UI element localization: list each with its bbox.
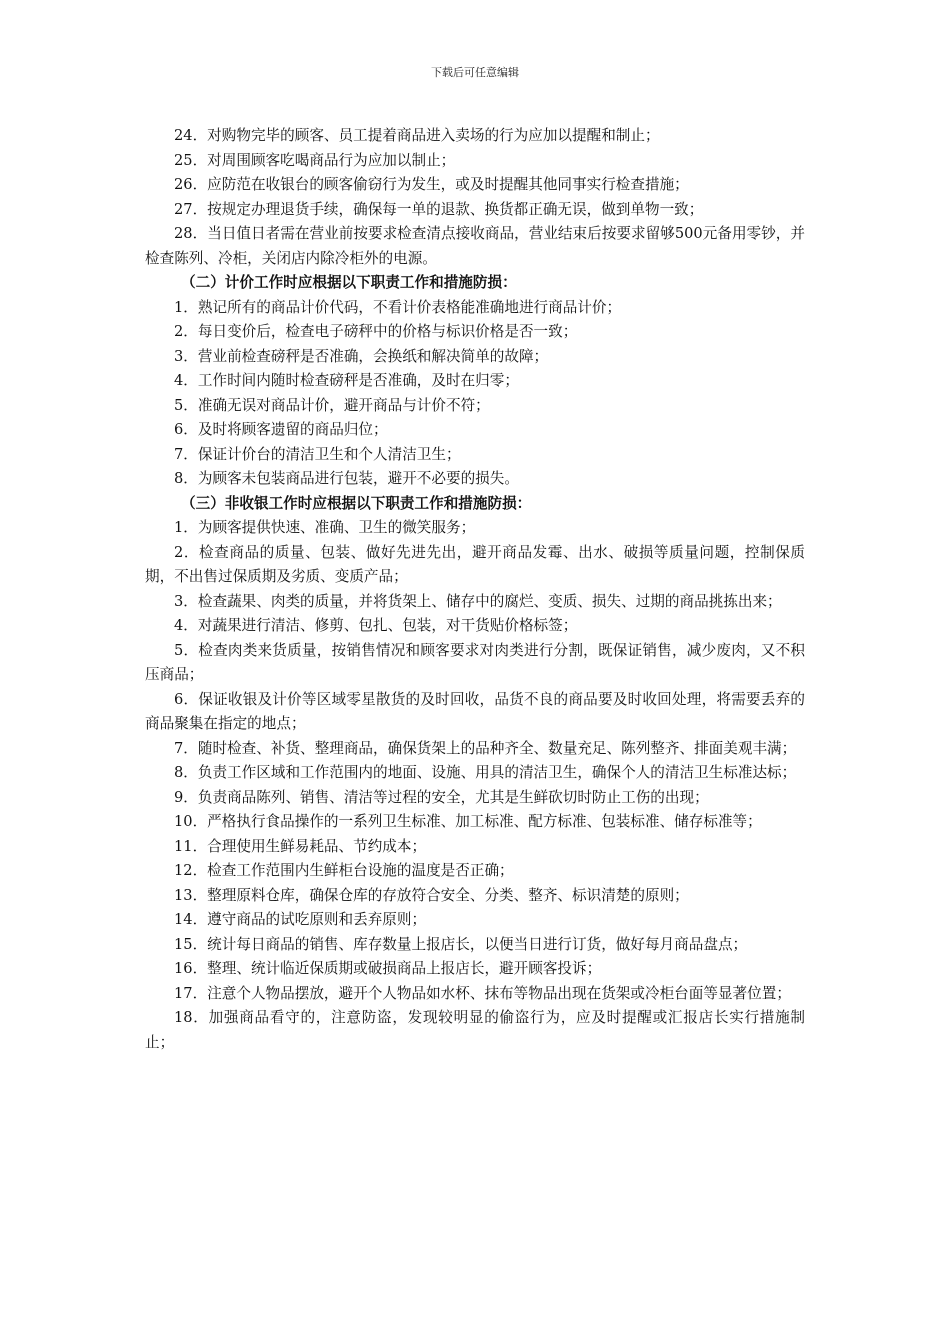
list-item: 5．检查肉类来货质量，按销售情况和顾客要求对肉类进行分割，既保证销售，减少废肉，又不积压商品； xyxy=(145,641,805,683)
list-item: 4．对蔬果进行清洁、修剪、包扎、包装，对干货贴价格标签； xyxy=(174,617,578,634)
list-item: 4．工作时间内随时检查磅秤是否准确，及时在归零； xyxy=(174,372,519,389)
list-item: 1．为顾客提供快速、准确、卫生的微笑服务； xyxy=(174,519,476,536)
list-item: 26．应防范在收银台的顾客偷窃行为发生，或及时提醒其他同事实行检查措施； xyxy=(174,176,689,193)
list-item: 3．检查蔬果、肉类的质量，并将货架上、储存中的腐烂、变质、损失、过期的商品挑拣出来； xyxy=(174,592,782,610)
list-item: 17．注意个人物品摆放，避开个人物品如水杯、抹布等物品出现在货架或冷柜台面等显著位置； xyxy=(174,984,791,1002)
list-item: 7．随时检查、补货、整理商品，确保货架上的品种齐全、数量充足、陈列整齐、排面美观丰满； xyxy=(174,739,797,757)
list-item: 25．对周围顾客吃喝商品行为应加以制止； xyxy=(174,151,456,169)
list-item: 14．遵守商品的试吃原则和丢弃原则； xyxy=(174,911,427,928)
list-item: 18．加强商品看守的，注意防盗，发现较明显的偷盗行为，应及时提醒或汇报店长实行措施制止； xyxy=(145,1009,805,1051)
list-item: 15．统计每日商品的销售、库存数量上报店长，以便当日进行订货，做好每月商品盘点； xyxy=(174,935,748,953)
list-item: 6．保证收银及计价等区域零星散货的及时回收，品货不良的商品要及时收回处理，将需要丢弃的商品聚集在指定的地点； xyxy=(145,690,805,732)
list-item: 16．整理、统计临近保质期或破损商品上报店长，避开顾客投诉； xyxy=(174,960,602,977)
list-item: 13．整理原料仓库，确保仓库的存放符合安全、分类、整齐、标识清楚的原则； xyxy=(174,886,689,904)
list-item: 2．每日变价后，检查电子磅秤中的价格与标识价格是否一致； xyxy=(174,323,578,340)
list-item: 2．检查商品的质量、包装、做好先进先出，避开商品发霉、出水、破损等质量问题，控制保质期，不出售过保质期及劣质、变质产品； xyxy=(145,543,805,585)
list-item: 11．合理使用生鲜易耗品、节约成本； xyxy=(174,837,427,855)
document-body xyxy=(145,124,805,1055)
list-item: 24．对购物完毕的顾客、员工提着商品进入卖场的行为应加以提醒和制止； xyxy=(174,127,660,144)
section-heading: （二）计价工作时应根据以下职责工作和措施防损： xyxy=(181,274,517,291)
list-item: 5．准确无误对商品计价，避开商品与计价不符； xyxy=(174,396,490,414)
list-item: 27．按规定办理退货手续，确保每一单的退款、换货都正确无误，做到单物一致； xyxy=(174,200,704,218)
list-item: 8．为顾客未包装商品进行包装，避开不必要的损失。 xyxy=(174,470,519,487)
page-header: 下载后可任意编辑 xyxy=(431,66,519,79)
list-item: 7．保证计价台的清洁卫生和个人清洁卫生； xyxy=(174,445,461,463)
list-item: 1．熟记所有的商品计价代码，不看计价表格能准确地进行商品计价； xyxy=(174,298,622,316)
list-item: 12．检查工作范围内生鲜柜台设施的温度是否正确； xyxy=(174,862,514,879)
list-item: 3．营业前检查磅秤是否准确，会换纸和解决简单的故障； xyxy=(174,347,549,365)
list-item: 6．及时将顾客遗留的商品归位； xyxy=(174,421,388,438)
list-item: 28．当日值日者需在营业前按要求检查清点接收商品，营业结束后按要求留够500元备用零钞，并检查陈列、冷柜，关闭店内除冷柜外的电源。 xyxy=(145,225,805,267)
list-item: 8．负责工作区域和工作范围内的地面、设施、用具的清洁卫生，确保个人的清洁卫生标准达标； xyxy=(174,764,797,781)
list-item: 9．负责商品陈列、销售、清洁等过程的安全，尤其是生鲜砍切时防止工伤的出现； xyxy=(174,788,709,806)
list-item: 10．严格执行食品操作的一系列卫生标准、加工标准、配方标准、包装标准、储存标准等； xyxy=(174,813,762,830)
section-heading: （三）非收银工作时应根据以下职责工作和措施防损： xyxy=(181,494,532,512)
